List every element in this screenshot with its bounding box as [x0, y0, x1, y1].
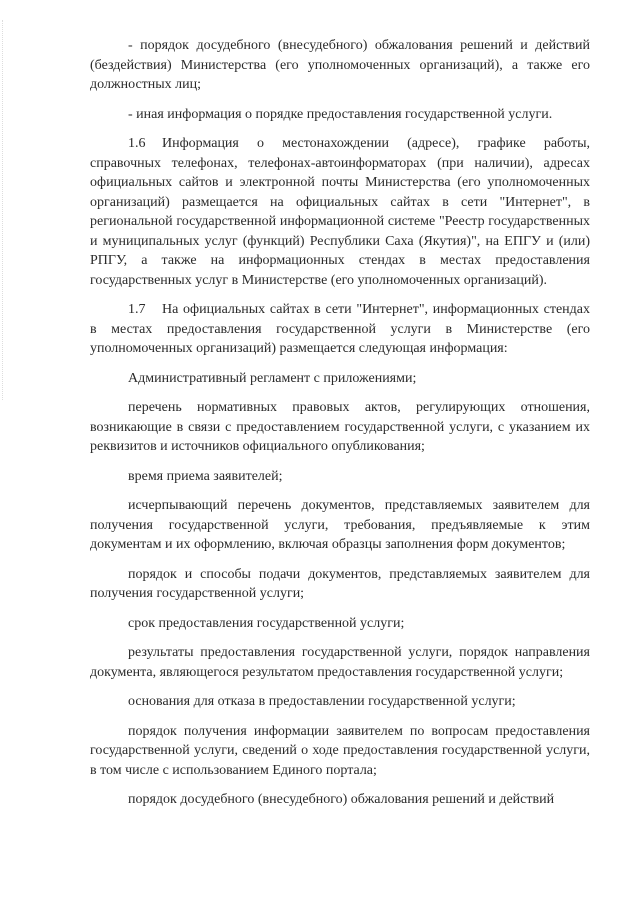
- list-item-regulation: [90, 369, 590, 389]
- paragraph-appeal-procedure: [90, 36, 590, 95]
- paragraph-1-7: [90, 300, 590, 359]
- list-item-info-procedure: [90, 722, 590, 781]
- paragraph-text: Административный регламент с приложениями;: [128, 370, 417, 386]
- list-item-submission: [90, 565, 590, 604]
- paragraph-1-6: [90, 134, 590, 290]
- paragraph-text: срок предоставления государственной услуги;: [128, 615, 405, 631]
- paragraph-text: - иная информация о порядке предоставления государственной услуги.: [128, 106, 553, 122]
- list-item-legal-acts: [90, 398, 590, 457]
- paragraph-text: исчерпывающий перечень документов, представляемых заявителем для получения государственной услуги, требования, предъявляемые к этим документам и их оформлению, включая образцы заполнения форм документов;: [90, 498, 590, 552]
- list-item-term: [90, 614, 590, 634]
- paragraph-text: порядок и способы подачи документов, представляемых заявителем для получения государственной услуги;: [90, 566, 590, 601]
- paragraph-text: Информация о местонахождении (адресе), графике работы, справочных телефонах, телефонах-автоинформаторах (при наличии), адресах официальных сайтов и электронной почты Министерства (его уполномоченных организаций) размещается на официальных сайтах в сети "Интернет", в региональной государственной информационной системе "Реестр государственных и муниципальных услуг (функций) Республики Саха (Якутия)", на ЕПГУ и (или) РПГУ, а также на информационных стендах в местах предоставления государственных услуг в Министерстве (его уполномоченных организаций).: [90, 136, 590, 288]
- paragraph-text: порядок получения информации заявителем по вопросам предоставления государственной услуги, сведений о ходе предоставления государственной услуги, в том числе с использованием Единого портала;: [90, 723, 590, 778]
- paragraph-text: На официальных сайтах в сети "Интернет", информационных стендах в местах предоставления государственной услуги в Министерстве (его уполномоченных организаций) размещается следующая информация:: [90, 302, 590, 356]
- list-item-appeal: [90, 790, 590, 810]
- clause-number: 1.7: [128, 302, 146, 317]
- paragraph-text: перечень нормативных правовых актов, регулирующих отношения, возникающие в связи с предоставлением государственной услуги, с указанием их реквизитов и источников официального опубликования;: [90, 400, 590, 454]
- list-item-refusal: [90, 692, 590, 712]
- paragraph-other-info: [90, 105, 590, 125]
- document-page: [90, 36, 590, 820]
- clause-number: 1.6: [128, 136, 146, 151]
- list-item-reception-time: [90, 467, 590, 487]
- list-item-results: [90, 643, 590, 682]
- paragraph-text: основания для отказа в предоставлении государственной услуги;: [128, 694, 516, 709]
- paragraph-text: порядок досудебного (внесудебного) обжалования решений и действий: [128, 792, 555, 807]
- paragraph-text: - порядок досудебного (внесудебного) обжалования решений и действий (бездействия) Министерства (его уполномоченных организаций), а также его должностных лиц;: [90, 38, 590, 92]
- paragraph-text: результаты предоставления государственной услуги, порядок направления документа, являющегося результатом предоставления государственной услуги;: [90, 645, 590, 680]
- list-item-documents: [90, 496, 590, 555]
- scan-edge-marks: [2, 20, 9, 400]
- paragraph-text: время приема заявителей;: [128, 468, 283, 484]
